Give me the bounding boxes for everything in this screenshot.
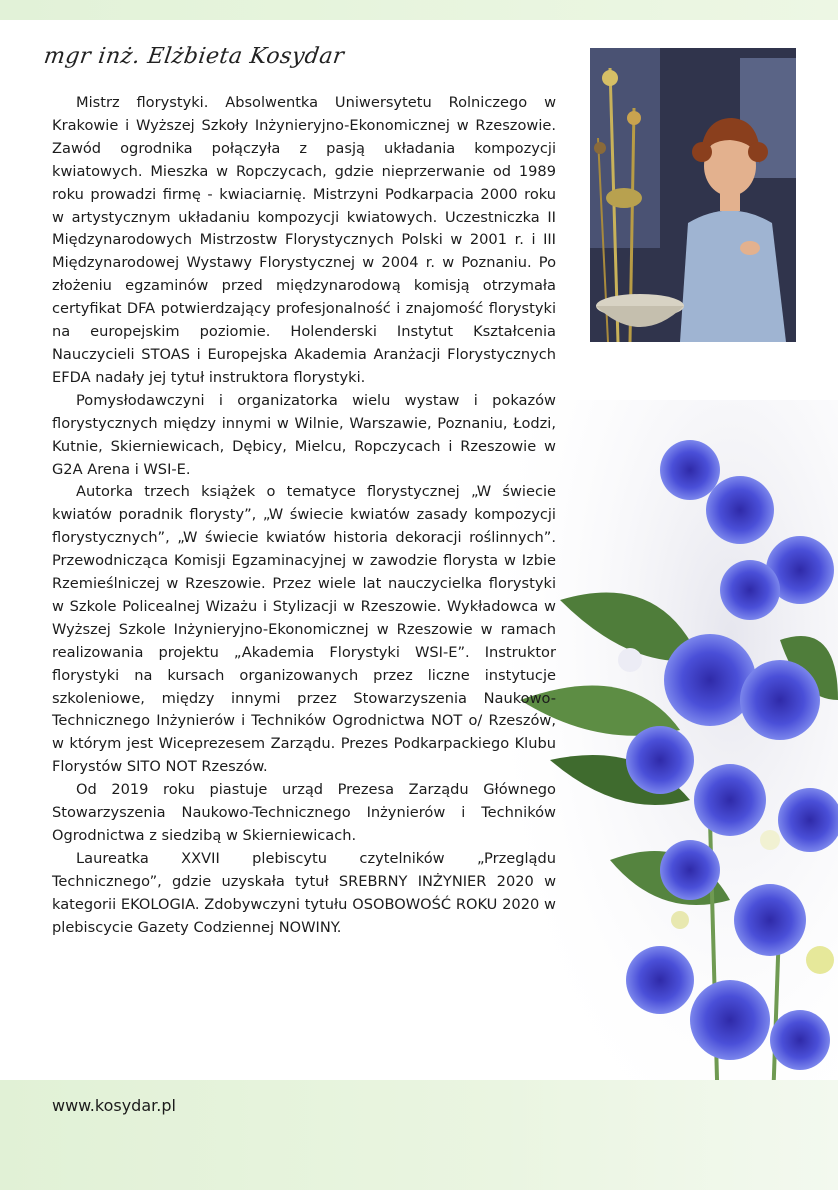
bio-paragraph: Laureatka XXVII plebiscytu czytelników „Przeglądu Technicznego”, gdzie uzyskała tytuł SREBRNY INŻYNIER 2020 w kategorii EKOLOGIA. Zdobywczyni tytułu OSOBOWOŚĆ ROKU 2020 w plebiscycie Gazety Codziennej NOWINY. xyxy=(52,849,556,936)
author-name-heading: mgr inż. Elżbieta Kosydar xyxy=(42,44,346,69)
bio-paragraph: Autorka trzech książek o tematyce florystycznej „W świecie kwiatów poradnik florysty”, „W świecie kwiatów zasady kompozycji florystycznych”, „W świecie kwiatów historia dekoracji roślinnych”. Przewodnicząca Komisji Egzaminacyjnej w zawodzie florysta w Izbie Rzemieślniczej w Rzeszowie. Przez wiele lat nauczycielka florystyki w Szkole Policealnej Wizażu i Stylizacji w Rzeszowie. Wykładowca w Wyższej Szkole Inżynieryjno-Ekonomicznej w Rzeszowie w ramach realizowania projektu „Akademia Florystyki WSI-E”. Instruktor florystyki na kursach organizowanych przez liczne instytucje szkoleniowe, między innymi przez Stowarzyszenia Naukowo-Technicznego Inżynierów i Techników Ogrodnictwa NOT o/ Rzeszów, w którym jest Wiceprezesem Zarządu. Prezes Podkarpackiego Klubu Florystów SITO NOT Rzeszów. xyxy=(52,483,556,776)
bio-paragraph: Mistrz florystyki. Absolwentka Uniwersytetu Rolniczego w Krakowie i Wyższej Szkoły Inżynieryjno-Ekonomicznej w Rzeszowie. Zawód ogrodnika połączyła z pasją układania kompozycji kwiatowych. Mieszka w Ropczycach, gdzie nieprzerwanie od 1989 roku prowadzi firmę - kwiaciarnię. Mistrzyni Podkarpacia 2000 roku w artystycznym układaniu kompozycji kwiatowych. Uczestniczka II Międzynarodowych Mistrzostw Florystycznych Polski w 2001 r. i III Międzynarodowej Wystawy Florystycznej w 2004 r. w Poznaniu. Po złożeniu egzaminów przed międzynarodową komisją otrzymała certyfikat DFA potwierdzający profesjonalność i znajomość florystyki na europejskim poziomie. Holenderski Instytut Kształcenia Nauczycieli STOAS i Europejska Akademia Aranżacji Florystycznych EFDA nadały jej tytuł instruktora florystyki. xyxy=(52,94,556,386)
portrait-photo xyxy=(590,48,796,342)
bio-paragraph: Pomysłodawczyni i organizatorka wielu wystaw i pokazów florystycznych między innymi w Wilnie, Warszawie, Poznaniu, Łodzi, Kutnie, Skierniewicach, Dębicy, Mielcu, Ropczycach i Rzeszowie w G2A Arena i WSI-E. xyxy=(52,391,556,478)
biography-text xyxy=(52,92,556,940)
bio-paragraph: Od 2019 roku piastuje urząd Prezesa Zarządu Głównego Stowarzyszenia Naukowo-Technicznego Inżynierów i Techników Ogrodnictwa z siedzibą w Skierniewicach. xyxy=(52,781,556,844)
top-green-band xyxy=(0,0,838,20)
website-link[interactable]: www.kosydar.pl xyxy=(52,1096,176,1115)
